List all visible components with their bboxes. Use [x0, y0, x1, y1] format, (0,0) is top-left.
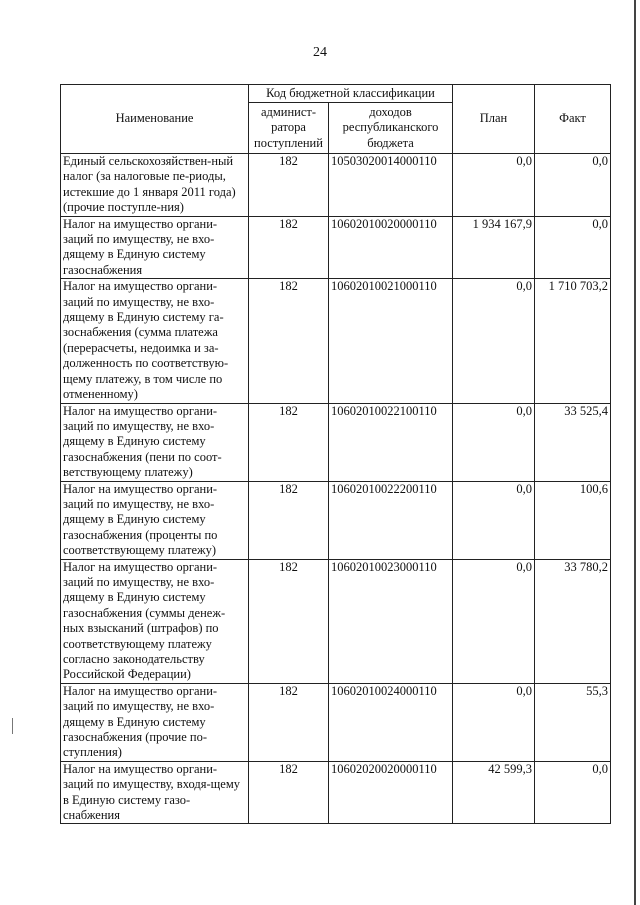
page-number: 24 [313, 45, 327, 60]
table-row [61, 683, 611, 761]
header-name: Наименование [61, 85, 249, 154]
cell-admin-code: 182 [249, 559, 329, 683]
cell-plan: 0,0 [453, 154, 535, 217]
cell-admin-code: 182 [249, 279, 329, 403]
table-row [61, 559, 611, 683]
cell-name: Налог на имущество органи-заций по имуществу, не вхо-дящему в Единую систему газоснабжения (суммы денеж-ных взысканий (штрафов) по соответствующему платежу согласно законодательству Российской Федерации) [61, 559, 249, 683]
cell-admin-code: 182 [249, 403, 329, 481]
header-admin: админист-ратора поступлений [249, 103, 329, 154]
cell-plan: 0,0 [453, 403, 535, 481]
cell-fact: 0,0 [535, 761, 611, 824]
cell-plan: 0,0 [453, 279, 535, 403]
table-row [61, 279, 611, 403]
cell-revenue-code: 10602010023000110 [329, 559, 453, 683]
cell-admin-code: 182 [249, 683, 329, 761]
cell-fact: 1 710 703,2 [535, 279, 611, 403]
cell-name: Налог на имущество органи-заций по имуществу, входя-щему в Единую систему газо-снабжения [61, 761, 249, 824]
cell-plan: 0,0 [453, 481, 535, 559]
cell-admin-code: 182 [249, 216, 329, 279]
table-row [61, 154, 611, 217]
cell-name: Налог на имущество органи-заций по имуществу, не вхо-дящему в Единую систему газоснабжения [61, 216, 249, 279]
cell-revenue-code: 10602010021000110 [329, 279, 453, 403]
budget-table [60, 84, 611, 824]
header-fact: Факт [535, 85, 611, 154]
margin-mark [12, 718, 13, 734]
cell-plan: 1 934 167,9 [453, 216, 535, 279]
header-revenue: доходов республиканского бюджета [329, 103, 453, 154]
cell-admin-code: 182 [249, 154, 329, 217]
cell-plan: 0,0 [453, 683, 535, 761]
cell-fact: 0,0 [535, 154, 611, 217]
cell-revenue-code: 10602010022200110 [329, 481, 453, 559]
cell-admin-code: 182 [249, 761, 329, 824]
cell-plan: 42 599,3 [453, 761, 535, 824]
cell-name: Единый сельскохозяйствен-ный налог (за налоговые пе-риоды, истекшие до 1 января 2011 года) (прочие поступле-ния) [61, 154, 249, 217]
header-plan: План [453, 85, 535, 154]
cell-name: Налог на имущество органи-заций по имуществу, не вхо-дящему в Единую систему газоснабжения (прочие по-ступления) [61, 683, 249, 761]
cell-revenue-code: 10602010024000110 [329, 683, 453, 761]
cell-revenue-code: 10602020020000110 [329, 761, 453, 824]
cell-revenue-code: 10602010022100110 [329, 403, 453, 481]
cell-revenue-code: 10503020014000110 [329, 154, 453, 217]
cell-name: Налог на имущество органи-заций по имуществу, не вхо-дящему в Единую систему газоснабжения (пени по соот-ветствующему платежу) [61, 403, 249, 481]
cell-admin-code: 182 [249, 481, 329, 559]
cell-fact: 100,6 [535, 481, 611, 559]
table-body [61, 154, 611, 824]
cell-plan: 0,0 [453, 559, 535, 683]
table-row [61, 481, 611, 559]
page-edge-line [634, 0, 636, 905]
table-row [61, 761, 611, 824]
header-budget-code-group: Код бюджетной классификации [249, 85, 453, 103]
cell-fact: 0,0 [535, 216, 611, 279]
header-row-1 [61, 85, 611, 103]
cell-revenue-code: 10602010020000110 [329, 216, 453, 279]
cell-name: Налог на имущество органи-заций по имуществу, не вхо-дящему в Единую систему га-зоснабжения (сумма платежа (перерасчеты, недоимка и за-долженность по соответствую-щему платежу, в том числе по отмененному) [61, 279, 249, 403]
cell-fact: 33 525,4 [535, 403, 611, 481]
cell-fact: 55,3 [535, 683, 611, 761]
cell-fact: 33 780,2 [535, 559, 611, 683]
table-row [61, 216, 611, 279]
cell-name: Налог на имущество органи-заций по имуществу, не вхо-дящему в Единую систему газоснабжения (проценты по соответствующему платежу) [61, 481, 249, 559]
table-row [61, 403, 611, 481]
